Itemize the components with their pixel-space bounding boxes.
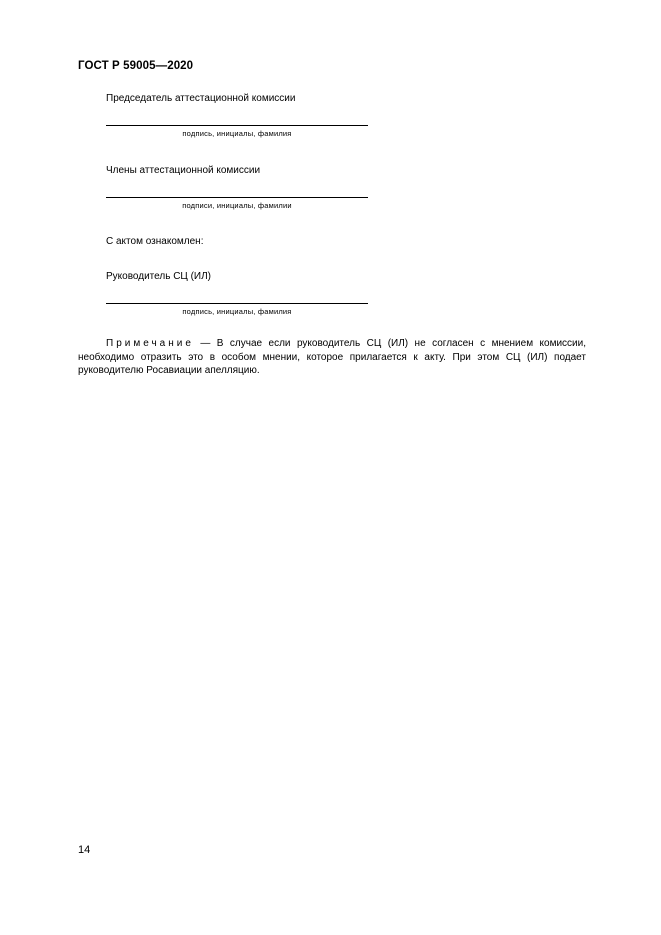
document-standard-code: ГОСТ Р 59005—2020 xyxy=(78,60,194,72)
note-text: — В случае если руководитель СЦ (ИЛ) не согласен с мнением комиссии, необходимо отразить это в особом мнении, которое прилагается к акту. При этом СЦ (ИЛ) подает руководителю Росавиации апелляцию. xyxy=(78,338,586,376)
chairman-signature-line xyxy=(106,125,368,126)
members-signature-caption: подписи, инициалы, фамилии xyxy=(182,201,292,210)
note-word: Примечание xyxy=(106,338,194,349)
head-signature-caption: подпись, инициалы, фамилия xyxy=(182,307,292,316)
note-paragraph xyxy=(78,337,586,378)
chairman-label: Председатель аттестационной комиссии xyxy=(106,93,296,104)
head-signature-line xyxy=(106,303,368,304)
head-label: Руководитель СЦ (ИЛ) xyxy=(106,271,212,282)
chairman-signature-caption: подпись, инициалы, фамилия xyxy=(182,129,292,138)
members-signature-line xyxy=(106,197,368,198)
members-label: Члены аттестационной комиссии xyxy=(106,165,261,176)
page-number: 14 xyxy=(78,844,91,856)
acquainted-label: С актом ознакомлен: xyxy=(106,236,204,247)
